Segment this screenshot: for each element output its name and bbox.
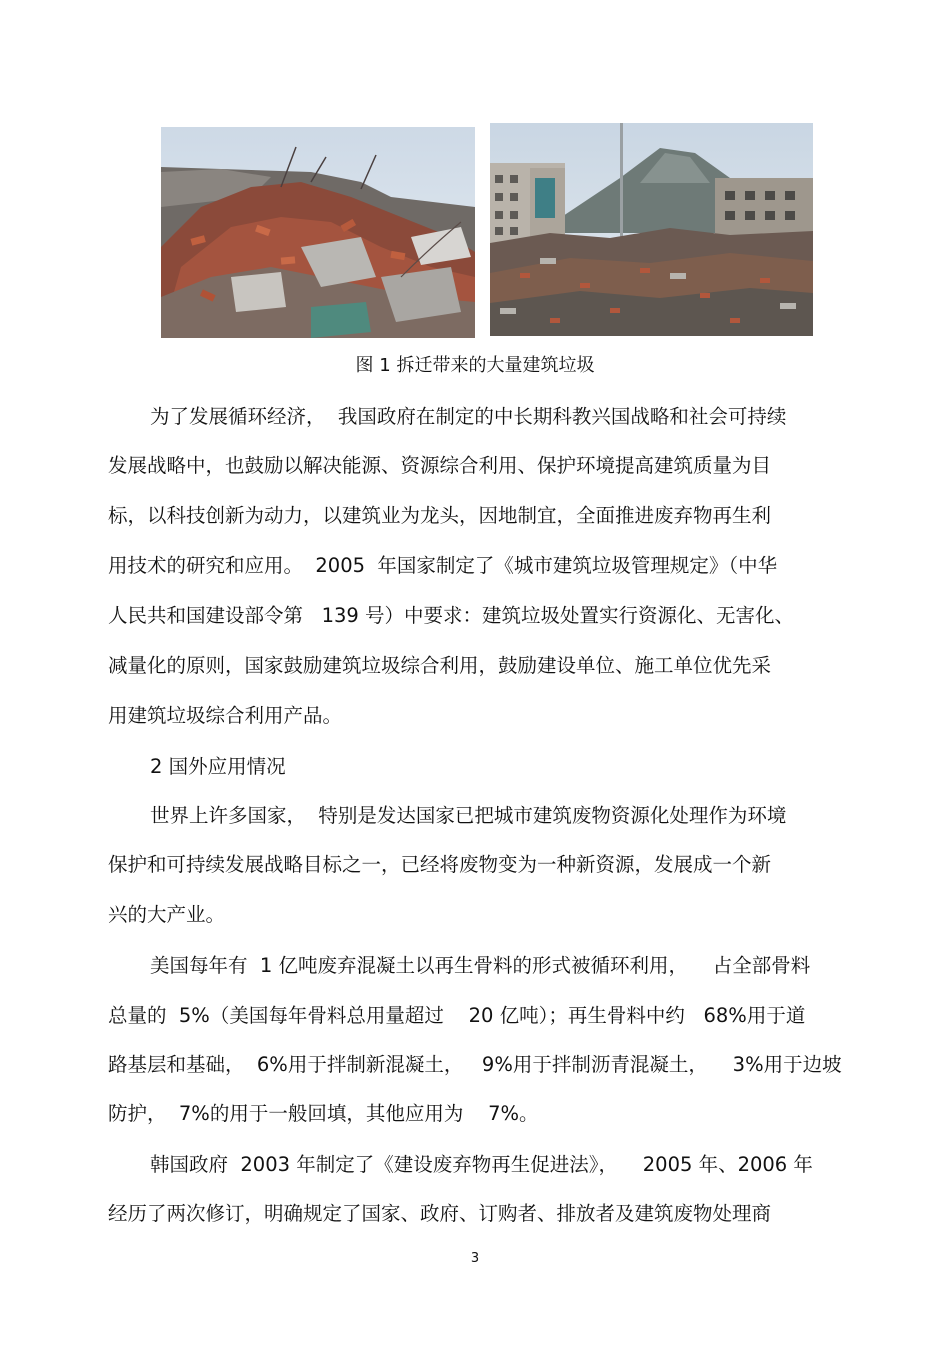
- paragraph-1-line-6: 减量化的原则，国家鼓励建筑垃圾综合利用，鼓励建设单位、施工单位优先采: [108, 654, 772, 677]
- paragraph-3-line-4: 防护， 7%的用于一般回填，其他应用为 7%。: [108, 1102, 539, 1125]
- section-heading: 2 国外应用情况: [150, 755, 286, 778]
- figure-1: [161, 123, 813, 338]
- paragraph-3-line-1: 美国每年有 1 亿吨废弃混凝土以再生骨料的形式被循环利用， 占全部骨料: [150, 954, 811, 977]
- page-number: 3: [470, 1251, 480, 1266]
- photo-demolished-town: [490, 123, 813, 336]
- paragraph-4-line-1: 韩国政府 2003 年制定了《建设废弃物再生促进法》， 2005 年、2006 年: [150, 1153, 813, 1176]
- paragraph-2-line-1: 世界上许多国家， 特别是发达国家已把城市建筑废物资源化处理作为环境: [150, 804, 787, 827]
- paragraph-1-line-4: 用技术的研究和应用。 2005 年国家制定了《城市建筑垃圾管理规定》（中华: [108, 554, 778, 577]
- figure-caption: 图 1 拆迁带来的大量建筑垃圾: [355, 355, 595, 376]
- paragraph-4-line-2: 经历了两次修订，明确规定了国家、政府、订购者、排放者及建筑废物处理商: [108, 1202, 772, 1225]
- paragraph-2-line-2: 保护和可持续发展战略目标之一，已经将废物变为一种新资源，发展成一个新: [108, 853, 772, 876]
- paragraph-1-line-3: 标，以科技创新为动力，以建筑业为龙头，因地制宜，全面推进废弃物再生利: [108, 504, 772, 527]
- photo-demolition-rubble: [161, 127, 475, 338]
- paragraph-1-line-1: 为了发展循环经济， 我国政府在制定的中长期科教兴国战略和社会可持续: [150, 405, 787, 428]
- paragraph-1-line-5: 人民共和国建设部令第 139 号）中要求：建筑垃圾处置实行资源化、无害化、: [108, 604, 795, 627]
- paragraph-1-line-7: 用建筑垃圾综合利用产品。: [108, 704, 343, 727]
- paragraph-2-line-3: 兴的大产业。: [108, 903, 226, 926]
- paragraph-3-line-3: 路基层和基础， 6%用于拌制新混凝土， 9%用于拌制沥青混凝土， 3%用于边坡: [108, 1053, 842, 1076]
- paragraph-3-line-2: 总量的 5%（美国每年骨料总用量超过 20 亿吨）；再生骨料中约 68%用于道: [108, 1004, 806, 1027]
- paragraph-1-line-2: 发展战略中，也鼓励以解决能源、资源综合利用、保护环境提高建筑质量为目: [108, 454, 772, 477]
